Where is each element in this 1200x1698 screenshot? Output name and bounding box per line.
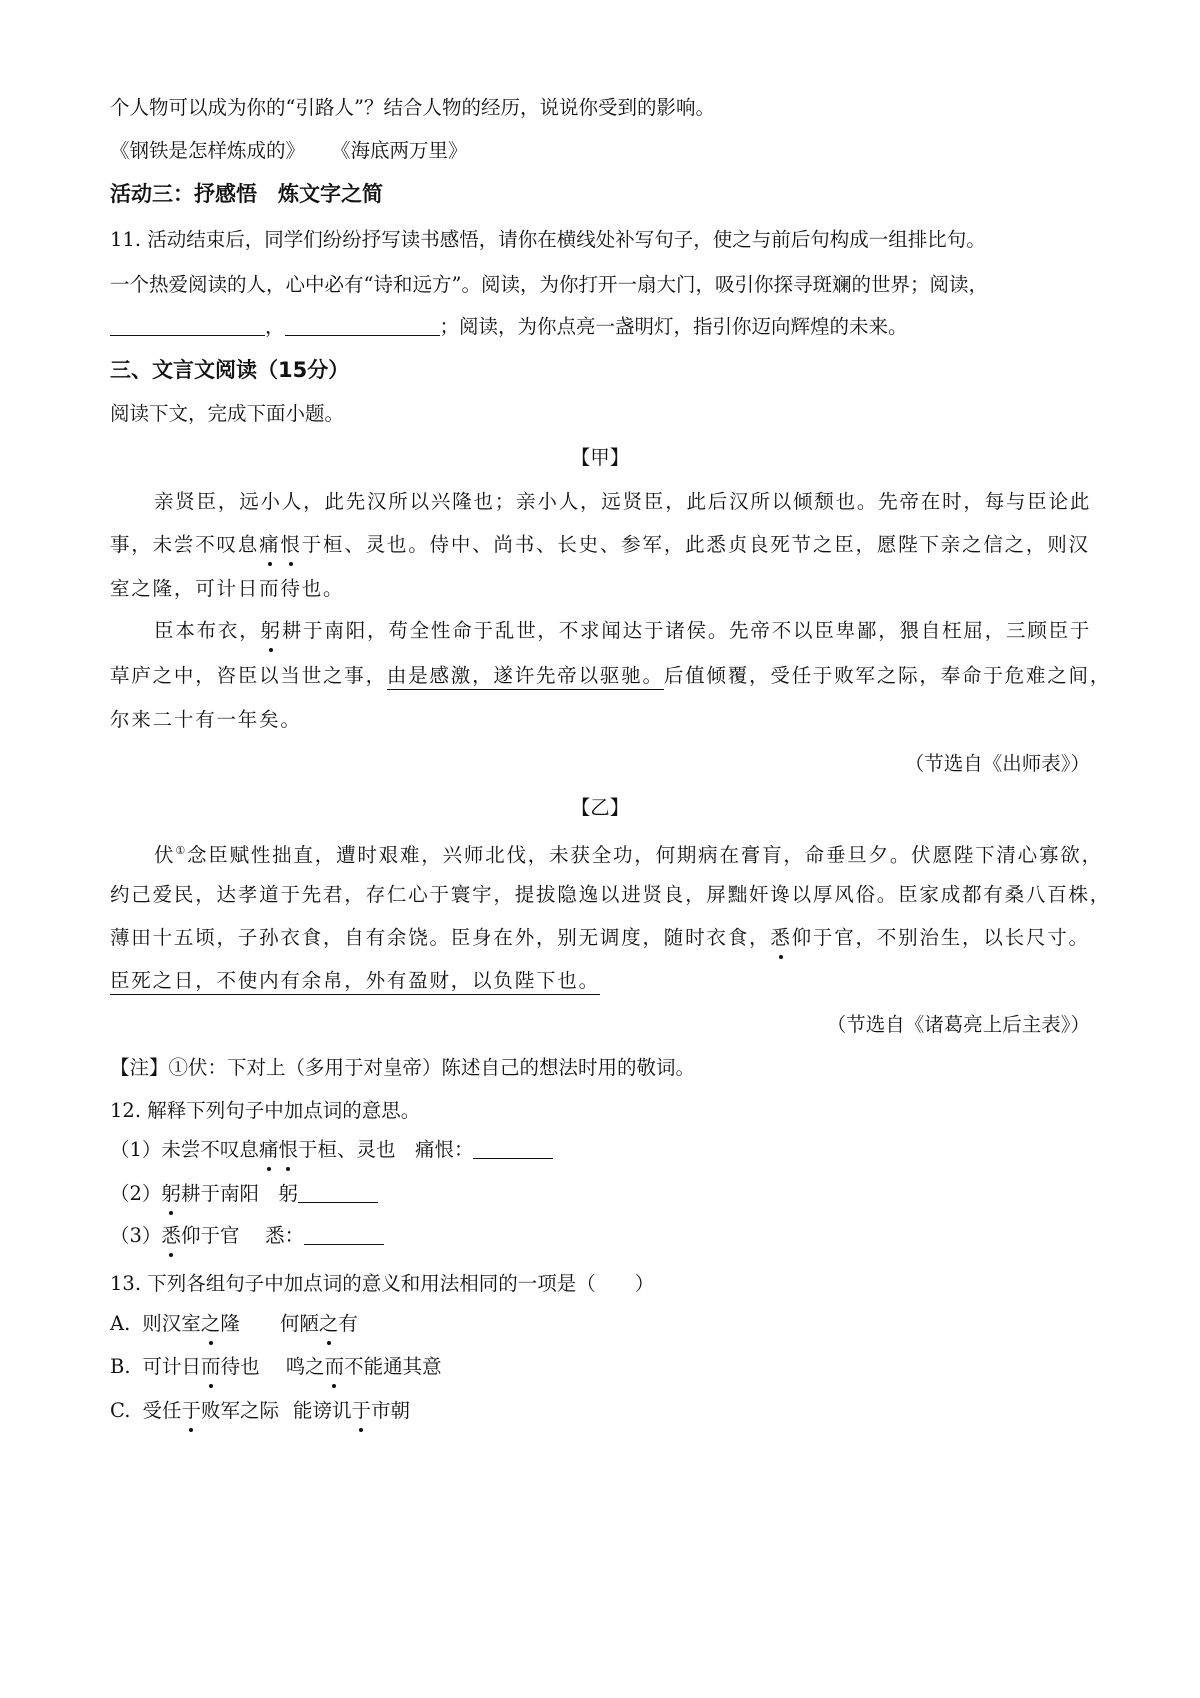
text-span: 能谤讥 <box>292 1399 352 1422</box>
q10-line: 个人物可以成为你的“引路人”？结合人物的经历，说说你受到的影响。 <box>110 96 715 119</box>
text-span: （3） <box>110 1224 162 1247</box>
dotted-word: 躬 <box>261 617 282 645</box>
answer-blank[interactable] <box>285 315 440 336</box>
dotted-word: 之 <box>319 1310 339 1338</box>
yi-source: （节选自《诸葛亮上后主表》） <box>826 1013 1090 1036</box>
text-span: 则汉室 <box>142 1312 201 1335</box>
dotted-word: 而 <box>325 1353 345 1381</box>
text-span: （1）未尝不叹息 <box>110 1138 259 1161</box>
q10-books <box>110 137 468 165</box>
text-span: 薄田十五顷，子孙衣食，自有余饶。臣身在外，别无调度，随时衣食， <box>110 926 771 949</box>
q13-prompt: 13. 下列各组句子中加点词的意义和用法相同的一项是（ ） <box>110 1272 655 1295</box>
section3-instruction: 阅读下文，完成下面小题。 <box>110 402 345 425</box>
dotted-word: 痛 <box>259 531 280 559</box>
text-span: 于桓、灵也 痛恨： <box>297 1138 474 1161</box>
yi-line <box>110 924 1090 952</box>
dotted-word: 于 <box>352 1397 372 1425</box>
dotted-word: 悉 <box>161 1222 181 1250</box>
yi-line: 约己爱民，达孝道于先君，存仁心于寰宇，提拔隐逸以进贤良，屏黜奸谗以厚风俗。臣家成都有桑八百株， <box>110 883 1112 906</box>
underlined-sentence: 臣死之日，不使内有余帛，外有盈财，以负陛下也。 <box>110 969 600 995</box>
text-span: 耕于南阳 躬 <box>180 1182 298 1205</box>
text-span: 于桓、灵也。侍中、尚书、长史、参军，此悉贞良死节之臣，愿陛下亲之信之，则汉 <box>301 533 1090 556</box>
jia-source: （节选自《出师表》） <box>904 752 1090 775</box>
text-span: 有 <box>338 1312 358 1335</box>
dotted-word: 痛 <box>259 1136 279 1164</box>
jia-line <box>110 662 1111 690</box>
dotted-word: 而 <box>201 1353 221 1381</box>
section3-title: 三、文言文阅读（15分） <box>110 358 350 382</box>
text-span: 市朝 <box>371 1399 411 1422</box>
passage-jia-heading: 【甲】 <box>570 446 630 469</box>
dotted-word: 恨 <box>278 1136 298 1164</box>
answer-blank[interactable] <box>298 1182 378 1203</box>
q13-option-b[interactable] <box>110 1353 442 1381</box>
text-span: 不能通其意 <box>344 1355 442 1378</box>
q11-line2 <box>110 313 908 341</box>
dotted-word: 躬 <box>161 1180 181 1208</box>
q11-line1: 一个热爱阅读的人，心中必有“诗和远方”。阅读，为你打开一扇大门，吸引你探寻斑斓的世界；阅读， <box>110 273 988 296</box>
jia-line <box>154 617 1091 645</box>
dotted-word: 悉 <box>770 924 791 952</box>
text-span: 败军之际 <box>200 1399 279 1422</box>
footnote: 【注】①伏：下对上（多用于对皇帝）陈述自己的想法时用的敬词。 <box>110 1056 696 1079</box>
text-span: 事，未尝不叹息 <box>110 533 260 556</box>
q11-tail: ；阅读，为你点亮一盏明灯，指引你迈向辉煌的未来。 <box>439 315 908 338</box>
comma: ， <box>265 315 285 338</box>
jia-line <box>110 531 1090 559</box>
book-title: 《钢铁是怎样炼成的》 <box>110 139 306 162</box>
q11-prompt: 11. 活动结束后，同学们纷纷抒写读书感悟，请你在横线处补写句子，使之与前后句构成一组排比句。 <box>110 228 986 251</box>
answer-blank[interactable] <box>304 1224 384 1245</box>
text-span: 后值倾覆，受任于败军之际，奉命于危难之间， <box>663 664 1112 687</box>
jia-line: 室之隆，可计日而待也。 <box>110 577 345 600</box>
text-span: 耕于南阳，苟全性命于乱世，不求闻达于诸侯。先帝不以臣卑鄙，猥自枉屈，三顾臣于 <box>281 619 1092 642</box>
text-span: 臣本布衣， <box>154 619 261 642</box>
text-span: 仰于官 悉： <box>180 1224 305 1247</box>
text-span: 隆 <box>220 1312 240 1335</box>
text-span: 伏 <box>154 843 176 867</box>
footnote-marker: ① <box>175 844 187 857</box>
text-span: 仰于官，不别治生，以长尺寸。 <box>791 926 1090 949</box>
text-span: 鸣之 <box>285 1355 325 1378</box>
q13-option-a[interactable] <box>110 1310 358 1338</box>
text-span: 草庐之中，咨臣以当世之事， <box>110 664 387 687</box>
option-label: A. <box>110 1312 131 1335</box>
jia-line: 亲贤臣，远小人，此先汉所以兴隆也；亲小人，远贤臣，此后汉所以倾颓也。先帝在时，每与臣论此 <box>154 490 1092 513</box>
q13-option-c[interactable] <box>110 1397 410 1425</box>
book-title: 《海底两万里》 <box>331 139 468 162</box>
yi-line <box>154 837 1103 870</box>
text-span: 念臣赋性拙直，遭时艰难，兴师北伐，未获全功，何期病在膏肓，命垂旦夕。伏愿陛下清心寡欲， <box>186 843 1103 867</box>
q12-item-1 <box>110 1136 553 1164</box>
text-span: 何陋 <box>279 1312 319 1335</box>
option-label: C. <box>110 1399 131 1422</box>
dotted-word: 恨 <box>280 531 301 559</box>
text-span: 受任 <box>142 1399 182 1422</box>
option-label: B. <box>110 1355 131 1378</box>
jia-line: 尔来二十有一年矣。 <box>110 708 302 731</box>
text-span: 可计日 <box>142 1355 202 1378</box>
answer-blank[interactable] <box>473 1138 553 1159</box>
yi-line <box>110 967 600 995</box>
dotted-word: 于 <box>181 1397 201 1425</box>
underlined-sentence: 由是感激，遂许先帝以驱驰。 <box>387 664 664 690</box>
text-span: 待也 <box>220 1355 260 1378</box>
q12-prompt: 12. 解释下列句子中加点词的意思。 <box>110 1099 421 1122</box>
dotted-word: 之 <box>201 1310 221 1338</box>
passage-yi-heading: 【乙】 <box>570 796 630 819</box>
text-span: （2） <box>110 1182 162 1205</box>
activity3-title: 活动三：抒感悟 炼文字之简 <box>110 182 383 206</box>
answer-blank[interactable] <box>110 315 265 336</box>
q12-item-2 <box>110 1180 378 1208</box>
q12-item-3 <box>110 1222 384 1250</box>
